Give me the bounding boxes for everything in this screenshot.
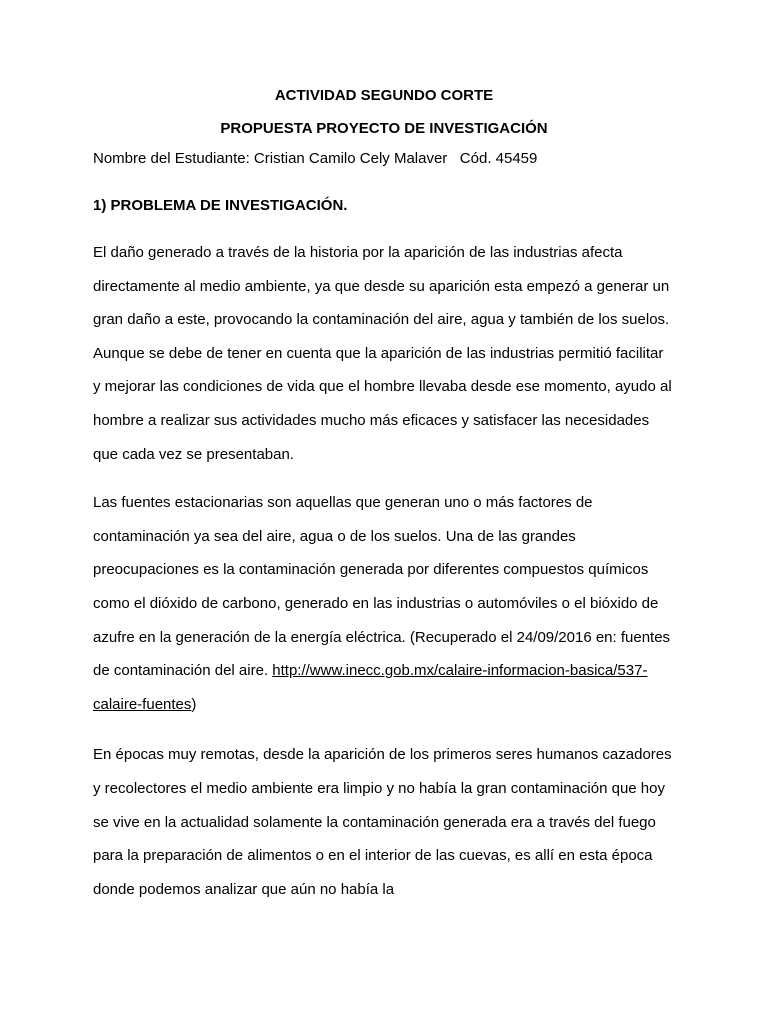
paragraph-2 [93,486,675,721]
document-subtitle: PROPUESTA PROYECTO DE INVESTIGACIÓN [220,120,548,137]
section-heading: 1) PROBLEMA DE INVESTIGACIÓN. [93,197,348,214]
document-title: ACTIVIDAD SEGUNDO CORTE [274,87,494,104]
paragraph-3: En épocas muy remotas, desde la aparición de los primeros seres humanos cazadores y recolectores el medio ambiente era limpio y no había la gran contaminación que hoy se vive en la actualidad solamente la contaminación generada era a través del fuego para la preparación de alimentos o en el interior de las cuevas, es allí en esta época donde podemos analizar que aún no había la [93,746,672,898]
paragraph-1: El daño generado a través de la historia por la aparición de las industrias afecta directamente al medio ambiente, ya que desde su aparición esta empezó a generar un gran daño a este, provocando la contaminación del aire, agua y también de los suelos. Aunque se debe de tener en cuenta que la aparición de las industrias permitió facilitar y mejorar las condiciones de vida que el hombre llevaba desde ese momento, ayudo al hombre a realizar sus actividades mucho más eficaces y satisfacer las necesidades que cada vez se presentaban. [93,244,672,463]
paragraph-2-close: ) [191,695,197,713]
source-link[interactable]: http://www.inecc.gob.mx/calaire-informacion-basica/537-calaire-fuentes [93,662,648,713]
paragraph-2-text: Las fuentes estacionarias son aquellas que generan uno o más factores de contaminación ya sea del aire, agua o de los suelos. Una de las grandes preocupaciones es la contaminación generada por diferentes compuestos químicos como el dióxido de carbono, generado en las industrias o automóviles o el bióxido de azufre en la generación de la energía eléctrica. (Recuperado el 24/09/2016 en: fuentes de contaminación del aire. [93,494,671,680]
student-info: Nombre del Estudiante: Cristian Camilo Cely Malaver Cód. 45459 [93,150,538,167]
